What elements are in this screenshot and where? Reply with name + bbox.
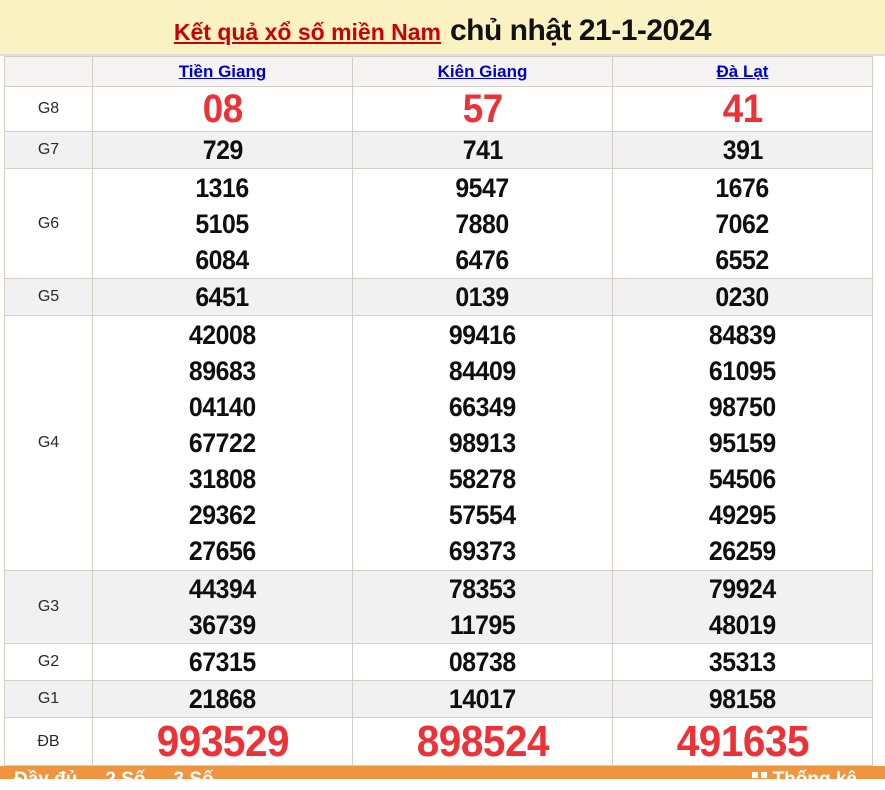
prize-cell — [353, 169, 613, 279]
prize-number: 42008 — [189, 320, 256, 350]
prize-label: G3 — [5, 571, 93, 644]
prize-cell — [353, 681, 613, 718]
prize-number: 6552 — [715, 244, 770, 275]
prize-number: 6084 — [195, 244, 250, 275]
prize-number: 0139 — [455, 282, 510, 312]
prize-label: G8 — [5, 87, 93, 132]
prize-number: 9547 — [455, 172, 510, 203]
prize-number: 79924 — [709, 574, 776, 604]
prize-row-G2 — [5, 644, 873, 681]
prize-cell — [353, 571, 613, 644]
prize-cell — [93, 718, 353, 766]
footer-statistics-link[interactable] — [752, 770, 857, 789]
prize-number: 08 — [202, 87, 243, 131]
prize-number: 27656 — [189, 536, 256, 566]
title-date-text: chủ nhật 21-1-2024 — [450, 14, 712, 47]
prize-number: 99416 — [449, 320, 516, 350]
prize-number: 84409 — [449, 356, 516, 386]
prize-number: 1676 — [715, 172, 770, 203]
province-header-da-lat — [613, 57, 873, 87]
prize-label: ĐB — [5, 718, 93, 766]
prize-number: 84839 — [709, 320, 776, 350]
prize-column-header — [5, 57, 93, 87]
prize-row-G6 — [5, 169, 873, 279]
prize-label: G5 — [5, 279, 93, 316]
prize-number: 14017 — [449, 684, 516, 714]
prize-number: 89683 — [189, 356, 256, 386]
prize-number: 6476 — [455, 244, 510, 275]
prize-cell — [93, 132, 353, 169]
prize-number: 993529 — [156, 716, 289, 766]
prize-label: G4 — [5, 316, 93, 571]
prize-number: 95159 — [709, 428, 776, 458]
prize-number: 31808 — [189, 464, 256, 494]
prize-number: 78353 — [449, 574, 516, 604]
prize-label: G7 — [5, 132, 93, 169]
province-header-tien-giang — [93, 57, 353, 87]
prize-number: 98750 — [709, 392, 776, 422]
prize-number: 741 — [462, 135, 503, 165]
prize-number: 98158 — [709, 684, 776, 714]
prize-number: 6451 — [195, 282, 250, 312]
prize-cell — [353, 279, 613, 316]
prize-number: 49295 — [709, 500, 776, 530]
prize-label: G2 — [5, 644, 93, 681]
province-link[interactable]: Đà Lạt — [716, 61, 769, 81]
prize-cell — [353, 87, 613, 132]
prize-number: 491635 — [676, 716, 809, 766]
prize-number: 1316 — [195, 172, 250, 203]
province-link[interactable]: Tiền Giang — [178, 61, 267, 81]
prize-number: 67722 — [189, 428, 256, 458]
province-link[interactable]: Kiên Giang — [437, 61, 528, 81]
prize-number: 58278 — [449, 464, 516, 494]
prize-number: 57 — [462, 87, 503, 131]
prize-cell — [353, 718, 613, 766]
footer-bar — [0, 766, 885, 790]
prize-cell — [93, 169, 353, 279]
prize-cell — [613, 87, 873, 132]
prize-number: 5105 — [195, 208, 250, 239]
prize-cell — [93, 571, 353, 644]
prize-row-G3 — [5, 571, 873, 644]
page-title — [0, 0, 885, 56]
prize-number: 0230 — [715, 282, 770, 312]
prize-cell — [353, 316, 613, 571]
prize-cell — [353, 132, 613, 169]
prize-number: 04140 — [189, 392, 256, 422]
prize-number: 391 — [722, 135, 763, 165]
prize-cell — [353, 644, 613, 681]
results-table — [4, 56, 873, 766]
prize-number: 08738 — [449, 647, 516, 677]
prize-cell — [613, 132, 873, 169]
prize-cell — [613, 644, 873, 681]
footer-tabs — [14, 770, 214, 789]
prize-cell — [613, 571, 873, 644]
prize-number: 29362 — [189, 500, 256, 530]
footer-tab-3so[interactable]: 3 Số — [173, 769, 214, 790]
prize-cell — [613, 169, 873, 279]
prize-number: 898524 — [416, 716, 549, 766]
prize-cell — [613, 279, 873, 316]
prize-number: 66349 — [449, 392, 516, 422]
region-result-link[interactable]: Kết quả xổ số miền Nam — [173, 19, 441, 45]
footer-link-label: Thống kê — [772, 769, 857, 790]
prize-cell — [93, 87, 353, 132]
prize-cell — [613, 681, 873, 718]
prize-number: 44394 — [189, 574, 256, 604]
footer-tab-2so[interactable]: 2 Số — [105, 769, 146, 790]
prize-cell — [93, 316, 353, 571]
prize-number: 41 — [722, 87, 763, 131]
prize-cell — [613, 316, 873, 571]
prize-number: 21868 — [189, 684, 256, 714]
prize-cell — [93, 644, 353, 681]
prize-row-ĐB — [5, 718, 873, 766]
prize-number: 98913 — [449, 428, 516, 458]
table-header-row — [5, 57, 873, 87]
prize-number: 54506 — [709, 464, 776, 494]
prize-cell — [93, 279, 353, 316]
prize-row-G4 — [5, 316, 873, 571]
prize-number: 26259 — [709, 536, 776, 566]
grid-icon — [752, 772, 767, 787]
prize-cell — [613, 718, 873, 766]
prize-label: G1 — [5, 681, 93, 718]
prize-cell — [93, 681, 353, 718]
prize-number: 7880 — [455, 208, 510, 239]
prize-row-G5 — [5, 279, 873, 316]
province-header-kien-giang — [353, 57, 613, 87]
prize-number: 35313 — [709, 647, 776, 677]
prize-number: 36739 — [189, 610, 256, 640]
prize-row-G1 — [5, 681, 873, 718]
prize-row-G7 — [5, 132, 873, 169]
prize-number: 729 — [202, 135, 243, 165]
prize-number: 11795 — [449, 610, 516, 640]
prize-number: 48019 — [709, 610, 776, 640]
prize-number: 69373 — [449, 536, 516, 566]
prize-number: 57554 — [449, 500, 516, 530]
prize-number: 7062 — [715, 208, 770, 239]
prize-row-G8 — [5, 87, 873, 132]
prize-label: G6 — [5, 169, 93, 279]
prize-number: 61095 — [709, 356, 776, 386]
prize-number: 67315 — [189, 647, 256, 677]
footer-tab-full[interactable]: Đầy đủ — [14, 769, 78, 790]
